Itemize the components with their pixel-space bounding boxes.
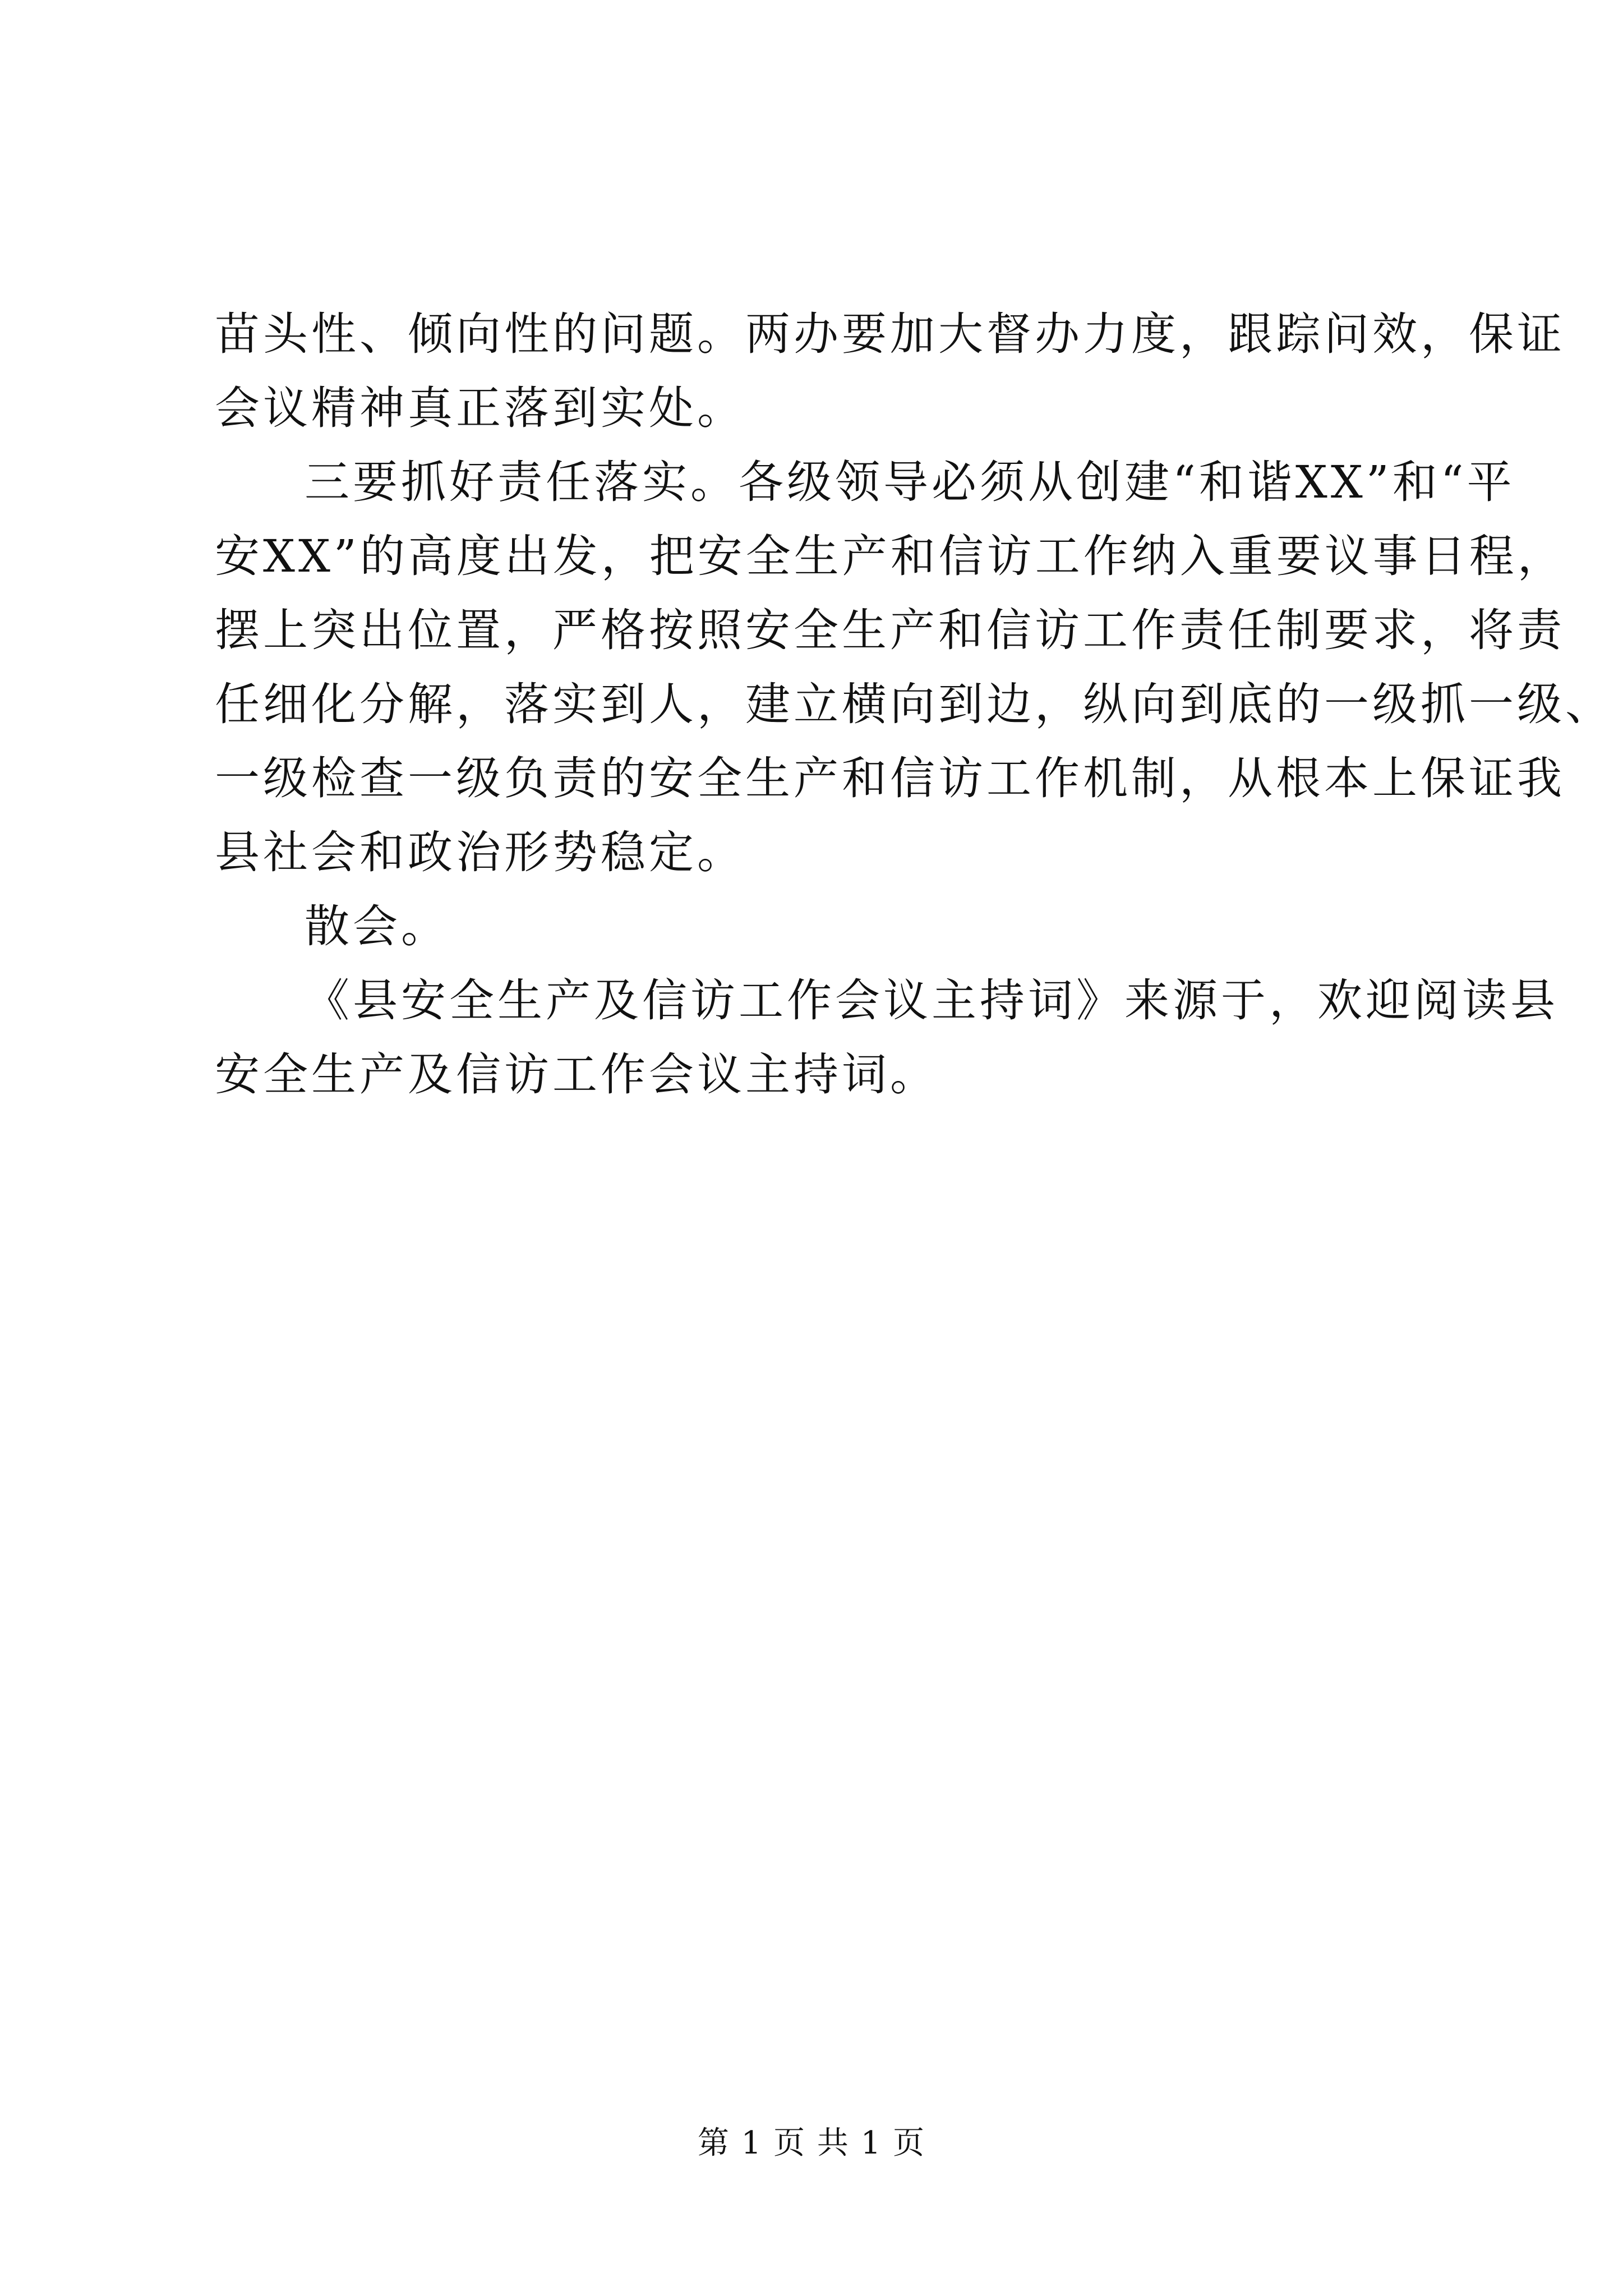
paragraph-line: 安XX”的高度出发，把安全生产和信访工作纳入重要议事日程， bbox=[215, 530, 1566, 582]
paragraph-line: 一级检查一级负责的安全生产和信访工作机制，从根本上保证我 bbox=[215, 752, 1565, 804]
paragraph-line: 任细化分解，落实到人，建立横向到边，纵向到底的一级抓一级、 bbox=[215, 678, 1613, 730]
source-line: 安全生产及信访工作会议主持词。 bbox=[215, 1048, 938, 1101]
paragraph-line: 会议精神真正落到实处。 bbox=[215, 382, 745, 434]
document-body bbox=[215, 297, 1613, 1112]
page-number-footer: 第 1 页 共 1 页 bbox=[697, 2125, 926, 2161]
paragraph-line: 苗头性、倾向性的问题。两办要加大督办力度，跟踪问效，保证 bbox=[215, 308, 1565, 360]
paragraph-line: 摆上突出位置，严格按照安全生产和信访工作责任制要求，将责 bbox=[215, 604, 1565, 656]
paragraph-line: 县社会和政治形势稳定。 bbox=[215, 826, 745, 878]
paragraph-line: 三要抓好责任落实。各级领导必须从创建“和谐XX”和“平 bbox=[305, 456, 1515, 508]
source-line: 《县安全生产及信访工作会议主持词》来源于，欢迎阅读县 bbox=[305, 974, 1559, 1027]
closing-line: 散会。 bbox=[305, 900, 449, 953]
